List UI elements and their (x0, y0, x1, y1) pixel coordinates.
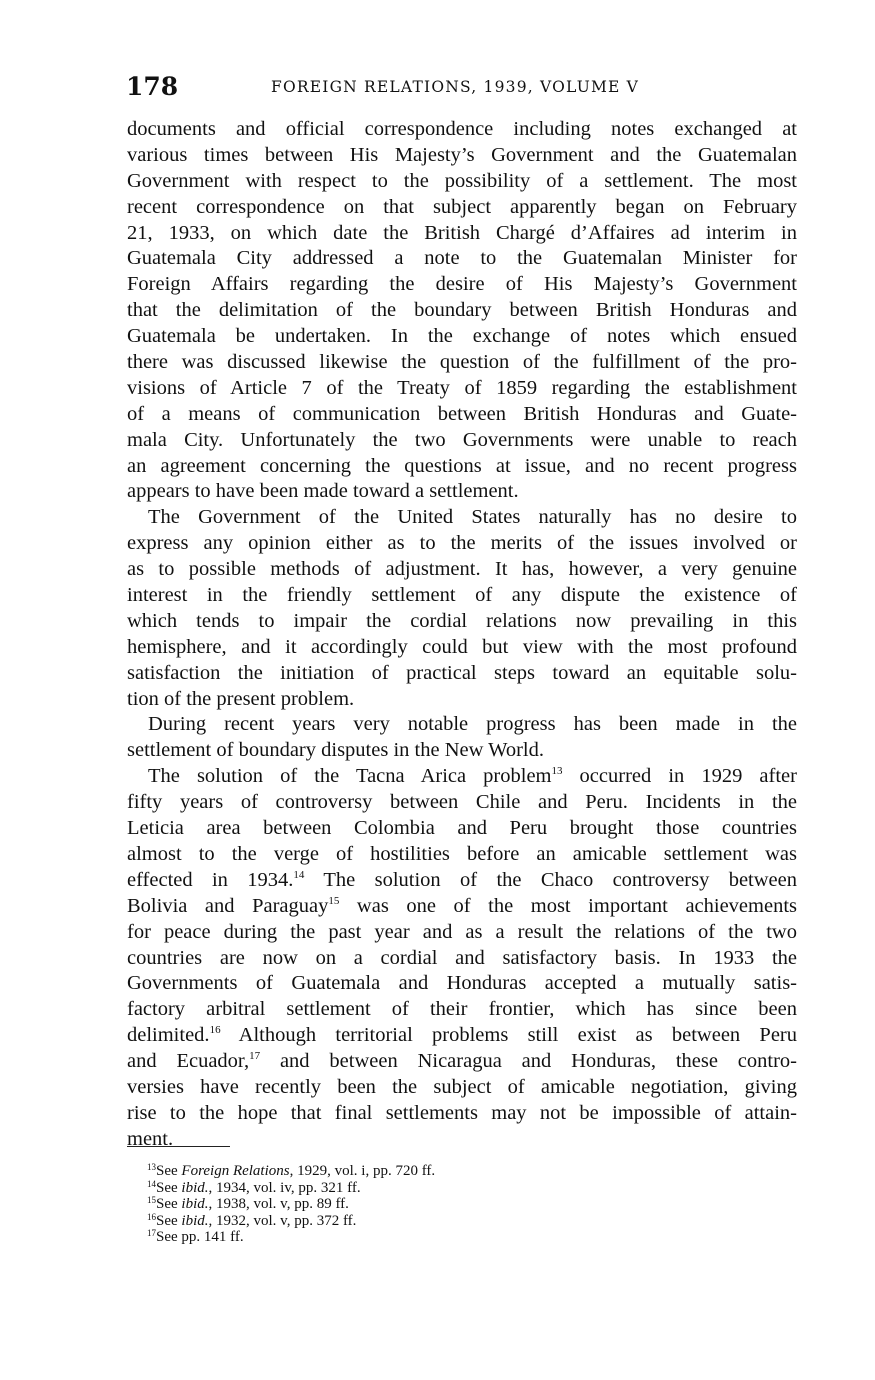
text-line: Guatemala City addressed a note to the Guatemalan Minister for (127, 247, 797, 270)
footnote: $^{13}$See Foreign Relations, 1929, vol. i, pp. 720 ff. (147, 1162, 436, 1179)
text-line: countries are now on a cordial and satisfactory basis. In 1933 the (127, 946, 797, 969)
text-line: Governments of Guatemala and Honduras accepted a mutually satis- (127, 972, 797, 995)
footnote-number: 14 (147, 1178, 156, 1189)
footnote: $^{14}$See ibid., 1934, vol. iv, pp. 321 ff. (147, 1178, 361, 1196)
text-line: documents and official correspondence including notes exchanged at (127, 118, 797, 140)
text-line: Foreign Affairs regarding the desire of His Majesty’s Government (127, 273, 797, 296)
text-line: The solution of the Tacna Arica problem$^{13}$ occurred in 1929 after (148, 765, 797, 788)
text-line: recent correspondence on that subject apparently began on February (127, 195, 797, 218)
text-line: an agreement concerning the questions at issue, and no recent progress (127, 454, 797, 477)
text-line: there was discussed likewise the question of the fulfillment of the pro- (127, 351, 797, 374)
footnote: $^{16}$See ibid., 1932, vol. v, pp. 372 ff. (147, 1211, 357, 1229)
footnote-reference[interactable]: 17 (249, 1050, 261, 1063)
text-line: effected in 1934.14 The solution of the Chaco controversy between (127, 868, 797, 891)
footnote-number: 16 (147, 1211, 156, 1222)
text-line: Leticia area between Colombia and Peru brought those countries (127, 817, 797, 840)
text-line: delimited.$^{16}$ Although territorial problems still exist as between Peru (127, 1024, 797, 1047)
text-line: During recent years very notable progress has been made in the (148, 713, 797, 736)
text-line: express any opinion either as to the merits of the issues involved or (127, 532, 797, 555)
footnote-number: 17 (147, 1228, 156, 1238)
text-line: versies have recently been the subject of amicable negotiation, giving (127, 1075, 797, 1098)
text-line: mala City. Unfortunately the two Governments were unable to reach (127, 428, 797, 451)
text-line: Guatemala be undertaken. In the exchange of notes which ensued (127, 325, 797, 348)
text-line: rise to the hope that final settlements may not be impossible of attain- (127, 1101, 797, 1124)
footnote: $^{17}$See pp. 141 ff. (147, 1228, 244, 1245)
page-header (126, 72, 798, 104)
text-line: fifty years of controversy between Chile and Peru. Incidents in the (127, 791, 797, 814)
footnote: $^{15}$See ibid., 1938, vol. v, pp. 89 ff. (147, 1195, 349, 1212)
footnotes (127, 1163, 727, 1246)
text-line: tion of the present problem. (127, 687, 355, 710)
text-line: satisfaction the initiation of practical steps toward an equitable solu- (127, 661, 797, 684)
text-line: and Ecuador,$^{17}$ and between Nicaragua and Honduras, these contro- (127, 1050, 798, 1073)
text-line: almost to the verge of hostilities before an amicable settlement was (127, 842, 797, 865)
text-line: appears to have been made toward a settlement. (127, 480, 519, 503)
text-line: visions of Article 7 of the Treaty of 1859 regarding the establishment (127, 376, 797, 399)
body-text (127, 117, 797, 1153)
text-line: Bolivia and Paraguay$^{15}$ was one of the most important achievements (127, 894, 797, 917)
text-line: hemisphere, and it accordingly could but view with the most profound (127, 635, 797, 658)
text-line: as to possible methods of adjustment. It has, however, a very genuine (127, 558, 797, 581)
footnote-reference[interactable]: 13 (551, 765, 563, 778)
text-line: various times between His Majesty’s Government and the Guatemalan (127, 143, 797, 166)
footnote-number: 13 (147, 1162, 156, 1172)
text-line: Government with respect to the possibility of a settlement. The most (127, 169, 797, 192)
text-line: for peace during the past year and as a result the relations of the two (127, 920, 797, 943)
footnote-rule (127, 1146, 230, 1147)
page-number: 178 (126, 72, 179, 101)
running-head: FOREIGN RELATIONS, 1939, VOLUME V (271, 78, 640, 96)
footnote-number: 15 (147, 1195, 156, 1205)
text-line: interest in the friendly settlement of any dispute the existence of (127, 584, 797, 607)
footnote-reference[interactable]: 16 (209, 1024, 221, 1037)
footnote-reference[interactable]: 14 (293, 868, 305, 881)
text-line: of a means of communication between British Honduras and Guate- (127, 402, 797, 425)
footnote-reference[interactable]: 15 (328, 894, 340, 907)
text-line: factory arbitral settlement of their frontier, which has since been (127, 998, 797, 1021)
text-line: which tends to impair the cordial relations now prevailing in this (127, 609, 797, 632)
text-line: that the delimitation of the boundary between British Honduras and (127, 299, 797, 322)
text-line: ment. (127, 1127, 174, 1150)
text-line: 21, 1933, on which date the British Chargé d’Affaires ad interim in (127, 221, 797, 244)
text-line: The Government of the United States naturally has no desire to (148, 506, 797, 529)
text-line: settlement of boundary disputes in the New World. (127, 739, 545, 762)
